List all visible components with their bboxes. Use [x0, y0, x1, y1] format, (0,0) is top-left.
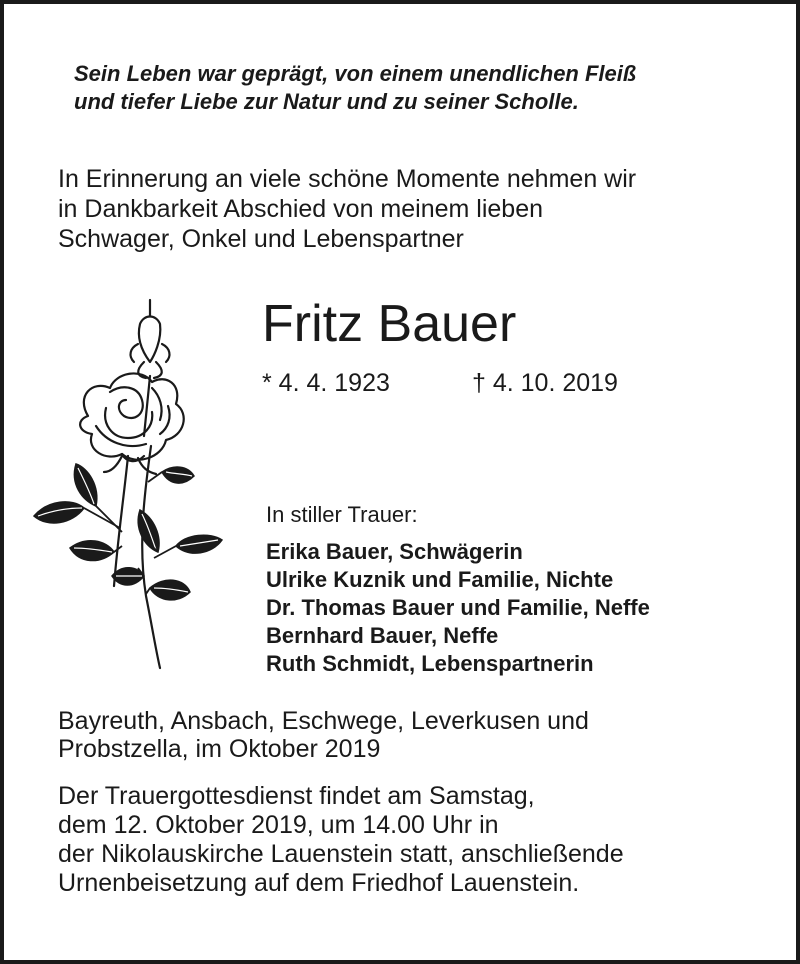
service-line-3: der Nikolauskirche Lauenstein statt, anschließende	[58, 840, 624, 868]
intro-line-1: In Erinnerung an viele schöne Momente nehmen wir	[58, 165, 637, 193]
rose-icon	[26, 296, 226, 676]
birth-date: * 4. 4. 1923	[262, 369, 390, 397]
service-line-2: dem 12. Oktober 2019, um 14.00 Uhr in	[58, 811, 499, 839]
mourner-item: Erika Bauer, Schwägerin	[266, 539, 523, 564]
place-line-2: Probstzella, im Oktober 2019	[58, 735, 381, 763]
intro-line-3: Schwager, Onkel und Lebenspartner	[58, 225, 464, 253]
intro-text	[58, 164, 636, 254]
mourner-item: Ruth Schmidt, Lebenspartnerin	[266, 651, 594, 676]
death-date: † 4. 10. 2019	[472, 369, 618, 397]
mourner-item: Ulrike Kuznik und Familie, Nichte	[266, 567, 614, 592]
place-line-1: Bayreuth, Ansbach, Eschwege, Leverkusen und	[58, 707, 589, 735]
mourner-item: Dr. Thomas Bauer und Familie, Neffe	[266, 595, 650, 620]
mourner-item: Bernhard Bauer, Neffe	[266, 623, 499, 648]
motto-line-1: Sein Leben war geprägt, von einem unendlichen Fleiß	[74, 61, 637, 86]
service-line-1: Der Trauergottesdienst findet am Samstag,	[58, 782, 535, 810]
intro-line-2: in Dankbarkeit Abschied von meinem lieben	[58, 195, 543, 223]
life-dates	[262, 368, 618, 398]
mourners-heading: In stiller Trauer:	[266, 502, 418, 527]
mourners-list	[266, 538, 650, 678]
service-line-4: Urnenbeisetzung auf dem Friedhof Lauenstein.	[58, 869, 580, 897]
funeral-service-info	[58, 782, 624, 898]
motto-line-2: und tiefer Liebe zur Natur und zu seiner Scholle.	[74, 89, 579, 114]
motto-quote	[74, 60, 636, 116]
deceased-name: Fritz Bauer	[262, 295, 517, 353]
place-and-date	[58, 707, 589, 763]
